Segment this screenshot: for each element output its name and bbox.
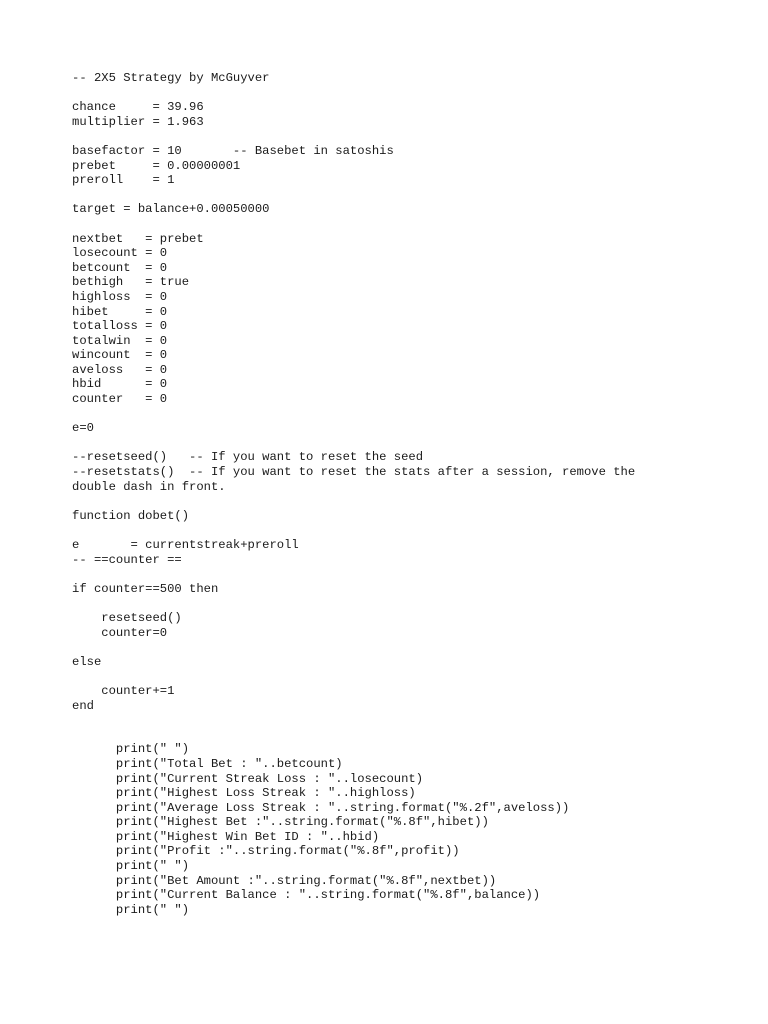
code-line: wincount = 0 [72,348,168,363]
code-line [72,188,635,203]
code-line: losecount = 0 [72,246,168,261]
code-line [72,494,635,509]
code-line: if counter==500 then [72,581,219,596]
code-line: preroll = 1 [72,173,175,188]
code-line: end [72,698,94,713]
code-line: print("Highest Win Bet ID : "..hbid) [72,829,380,844]
code-line: print("Highest Loss Streak : "..highloss) [72,786,416,801]
code-line: function dobet() [72,508,190,523]
code-line: print("Bet Amount :"..string.format("%.8f",nextbet)) [72,873,497,888]
code-line [72,407,635,422]
code-line: counter=0 [72,625,168,640]
code-line: double dash in front. [72,479,226,494]
code-line [72,596,635,611]
code-line [72,129,635,144]
code-line: e=0 [72,421,94,436]
code-line: prebet = 0.00000001 [72,158,241,173]
code-line: target = balance+0.00050000 [72,202,270,217]
code-line [72,669,635,684]
code-line: resetseed() [72,610,182,625]
code-line: multiplier = 1.963 [72,114,204,129]
code-line: basefactor = 10 -- Basebet in satoshis [72,143,394,158]
code-line: hbid = 0 [72,377,168,392]
code-line [72,713,635,728]
code-line: print("Current Streak Loss : "..losecount) [72,771,424,786]
code-line [72,640,635,655]
code-line: -- 2X5 Strategy by McGuyver [72,71,270,85]
code-line: -- ==counter == [72,552,182,567]
code-line [72,217,635,232]
code-line: hibet = 0 [72,304,168,319]
code-line: print("Current Balance : "..string.format("%.8f",balance)) [72,888,541,903]
code-line: print(" ") [72,742,190,757]
code-line [72,523,635,538]
code-line: print("Highest Bet :"..string.format("%.8f",hibet)) [72,815,489,830]
code-line: counter = 0 [72,392,168,407]
code-line: bethigh = true [72,275,190,290]
code-line: nextbet = prebet [72,231,204,246]
code-line: highloss = 0 [72,289,168,304]
code-line: print("Average Loss Streak : "..string.format("%.2f",aveloss)) [72,800,570,815]
code-line: print(" ") [72,902,190,917]
code-line: totalloss = 0 [72,319,168,334]
code-line: print(" ") [72,859,190,874]
code-line [72,567,635,582]
code-line [72,86,635,101]
code-line: e = currentstreak+preroll [72,538,299,552]
code-line: --resetseed() -- If you want to reset the seed [72,450,424,465]
code-line: print("Profit :"..string.format("%.8f",profit)) [72,844,460,859]
code-line: --resetstats() -- If you want to reset the stats after a session, remove the [72,465,636,480]
code-line: aveloss = 0 [72,362,168,377]
code-line [72,436,635,451]
code-line: betcount = 0 [72,260,168,275]
code-listing [72,71,635,917]
code-line [72,728,635,743]
code-line: print("Total Bet : "..betcount) [72,756,343,771]
code-line: totalwin = 0 [72,333,168,348]
code-line: chance = 39.96 [72,100,204,115]
code-line: else [72,654,102,669]
code-line: counter+=1 [72,683,175,698]
